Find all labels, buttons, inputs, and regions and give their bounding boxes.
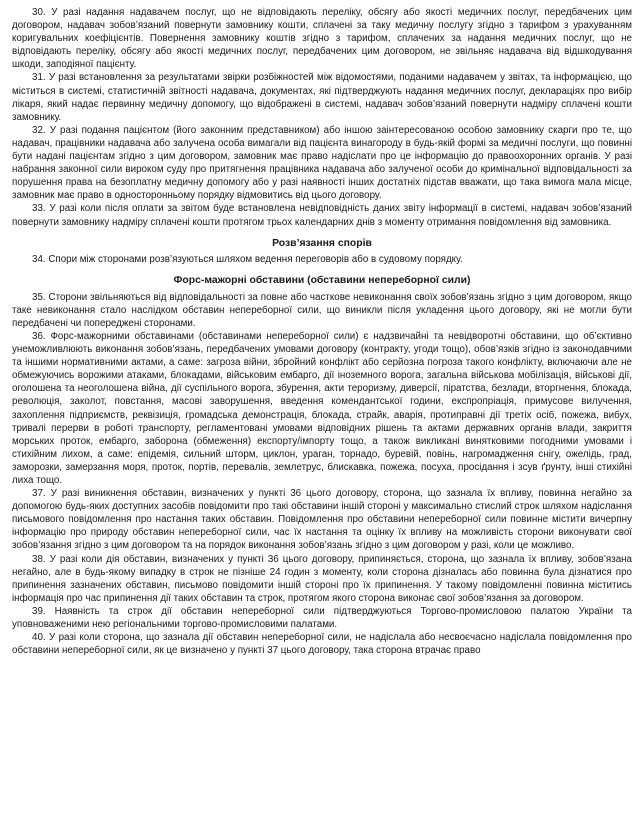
section-payment-terms xyxy=(12,6,632,229)
section-dispute-resolution xyxy=(12,237,632,267)
heading-dispute-resolution: Розв’язання спорів xyxy=(272,237,372,249)
paragraph-40: 40. У разі коли сторона, що зазнала дії обставин непереборної сили, не надіслала або несвоєчасно надіслала повідомлення про обставини непереборної сили, як це визначено у пункті 37 цього договору, така сторона втрачає право xyxy=(12,632,632,657)
paragraph-39: 39. Наявність та строк дії обставин непереборної сили підтверджуються Торгово-промисловою палатою України та уповноваженими нею регіональними торгово-промисловими палатами. xyxy=(12,605,632,631)
paragraph-37: 37. У разі виникнення обставин, визначених у пункті 36 цього договору, сторона, що зазнала їх впливу, повинна негайно за допомогою будь-яких доступних засобів повідомити про такі обставини іншій стороні у максимально стислий строк шляхом надіслання письмового повідомлення про настання таких обставин. Повідомлення про обставини непереборної сили повинне містити вичерпну інформацію про природу обставин непереборної сили, час їх настання та оцінку їх впливу на можливість сторони виконувати свої зобов’язання згідно з цим договором та на порядок виконання зобов’язань згідно з цим договором у разі, коли це можливо. xyxy=(12,488,632,552)
paragraph-38: 38. У разі коли дія обставин, визначених у пункті 36 цього договору, припиняється, сторона, що зазнала їх впливу, зобов’язана негайно, але в будь-якому випадку в строк не пізніше 24 годин з моменту, коли сторона дізналась або повинна була дізнатися про припинення зазначених обставин, письмово повідомити іншій стороні про їх припинення. У такому повідомленні повинна міститись інформація про час припинення дії таких обставин та строк, протягом якого сторона виконає свої зобов’язання за договором. xyxy=(12,553,632,604)
paragraph-30: 30. У разі надання надавачем послуг, що не відповідають переліку, обсягу або якості медичних послуг, передбачених цим договором, надавач зобов’язаний повернути замовнику кошти, сплачені за таку медичну послугу згідно з тарифом з урахуванням коригувальних коефіцієнтів. Повернення замовнику коштів згідно з тарифом, сплачених за надання медичних послуг, що не відповідають переліку, обсягу або якості медичних послуг, передбачених цим договором, не звільняє надавача від відшкодування шкоди, заподіяної пацієнту. xyxy=(12,7,632,71)
paragraph-32: 32. У разі подання пацієнтом (його законним представником) або іншою заінтересованою особою замовнику скарги про те, що надавач, працівники надавача або залучена особа вимагали від пацієнта винагороду в будь-якій формі за медичні послуги, що повинні бути надані пацієнтам згідно з цим договором, замовник має право надіслати про це інформацію до правоохоронних органів. У разі набрання законної сили вироком суду про притягнення працівника надавача або залученої особи до кримінальної відповідальності за порушення права на безоплатну медичну допомогу або у разі наявності інших достатніх підстав вважати, що така вимога мала місце, замовник має право в односторонньому порядку відмовитись від цього договору. xyxy=(12,124,632,202)
paragraph-36: 36. Форс-мажорними обставинами (обставинами непереборної сили) є надзвичайні та невідворотні обставини, що об’єктивно унеможливлюють виконання зобов’язань, передбачених умовами договору (контракту, угоди тощо), обов’язків згідно із законодавчими та іншими нормативними актами, а саме: загроза війни, збройний конфлікт або серйозна погроза такого конфлікту, включаючи але не обмежуючись ворожими атаками, блокадами, військовим ембарго, дії іноземного ворога, загальна військова мобілізація, військові дії, оголошена та неоголошена війна, дії суспільного ворога, збурення, акти тероризму, диверсії, піратства, безлади, вторгнення, блокада, революція, заколот, повстання, масові заворушення, введення комендантської години, експропріація, примусове вилучення, захоплення підприємств, реквізиція, громадська демонстрація, блокада, страйк, аварія, протиправні дії третіх осіб, пожежа, вибух, тривалі перерви в роботі транспорту, регламентовані умовами відповідних рішень та актами державних органів влади, закриття морських проток, ембарго, заборона (обмеження) експорту/імпорту тощо, а також викликані винятковими погодними умовами і стихійним лихом, а саме: епідемія, сильний шторм, циклон, ураган, торнадо, буревій, повінь, нагромадження снігу, ожелідь, град, заморозки, замерзання моря, проток, портів, перевалів, землетрус, блискавка, пожежа, посуха, просідання і зсув ґрунту, інші стихійні лиха тощо. xyxy=(12,330,632,486)
heading-force-majeure: Форс-мажорні обставини (обставини непереборної сили) xyxy=(173,275,471,287)
paragraph-35: 35. Сторони звільняються від відповідальності за повне або часткове невиконання своїх зобов’язань згідно з цим договором, якщо таке невиконання стало наслідком обставин непереборної сили, що виникли після укладення цього договору, які не могли бути передбачені чи попереджені сторонами. xyxy=(12,291,632,329)
paragraph-31: 31. У разі встановлення за результатами звірки розбіжностей між відомостями, поданими надавачем у звітах, та інформацією, що міститься в системі, статистичній звітності надавача, документах, які підтверджують надання медичних послуг, деклараціях про вибір лікаря, який надає первинну медичну допомогу, що відображені в системі, надавач зобов’язаний повернути надміру сплачені кошти замовнику. xyxy=(12,72,632,123)
paragraph-33: 33. У разі коли після оплати за звітом буде встановлена невідповідність даних звіту інформації в системі, надавач зобов’язаний повернути замовнику надміру сплачені кошти протягом трьох календарних днів з моменту отримання повідомлення від замовника. xyxy=(12,203,632,228)
paragraph-34: 34. Спори між сторонами розв’язуються шляхом ведення переговорів або в судовому порядку. xyxy=(32,254,463,266)
section-force-majeure xyxy=(12,274,632,657)
